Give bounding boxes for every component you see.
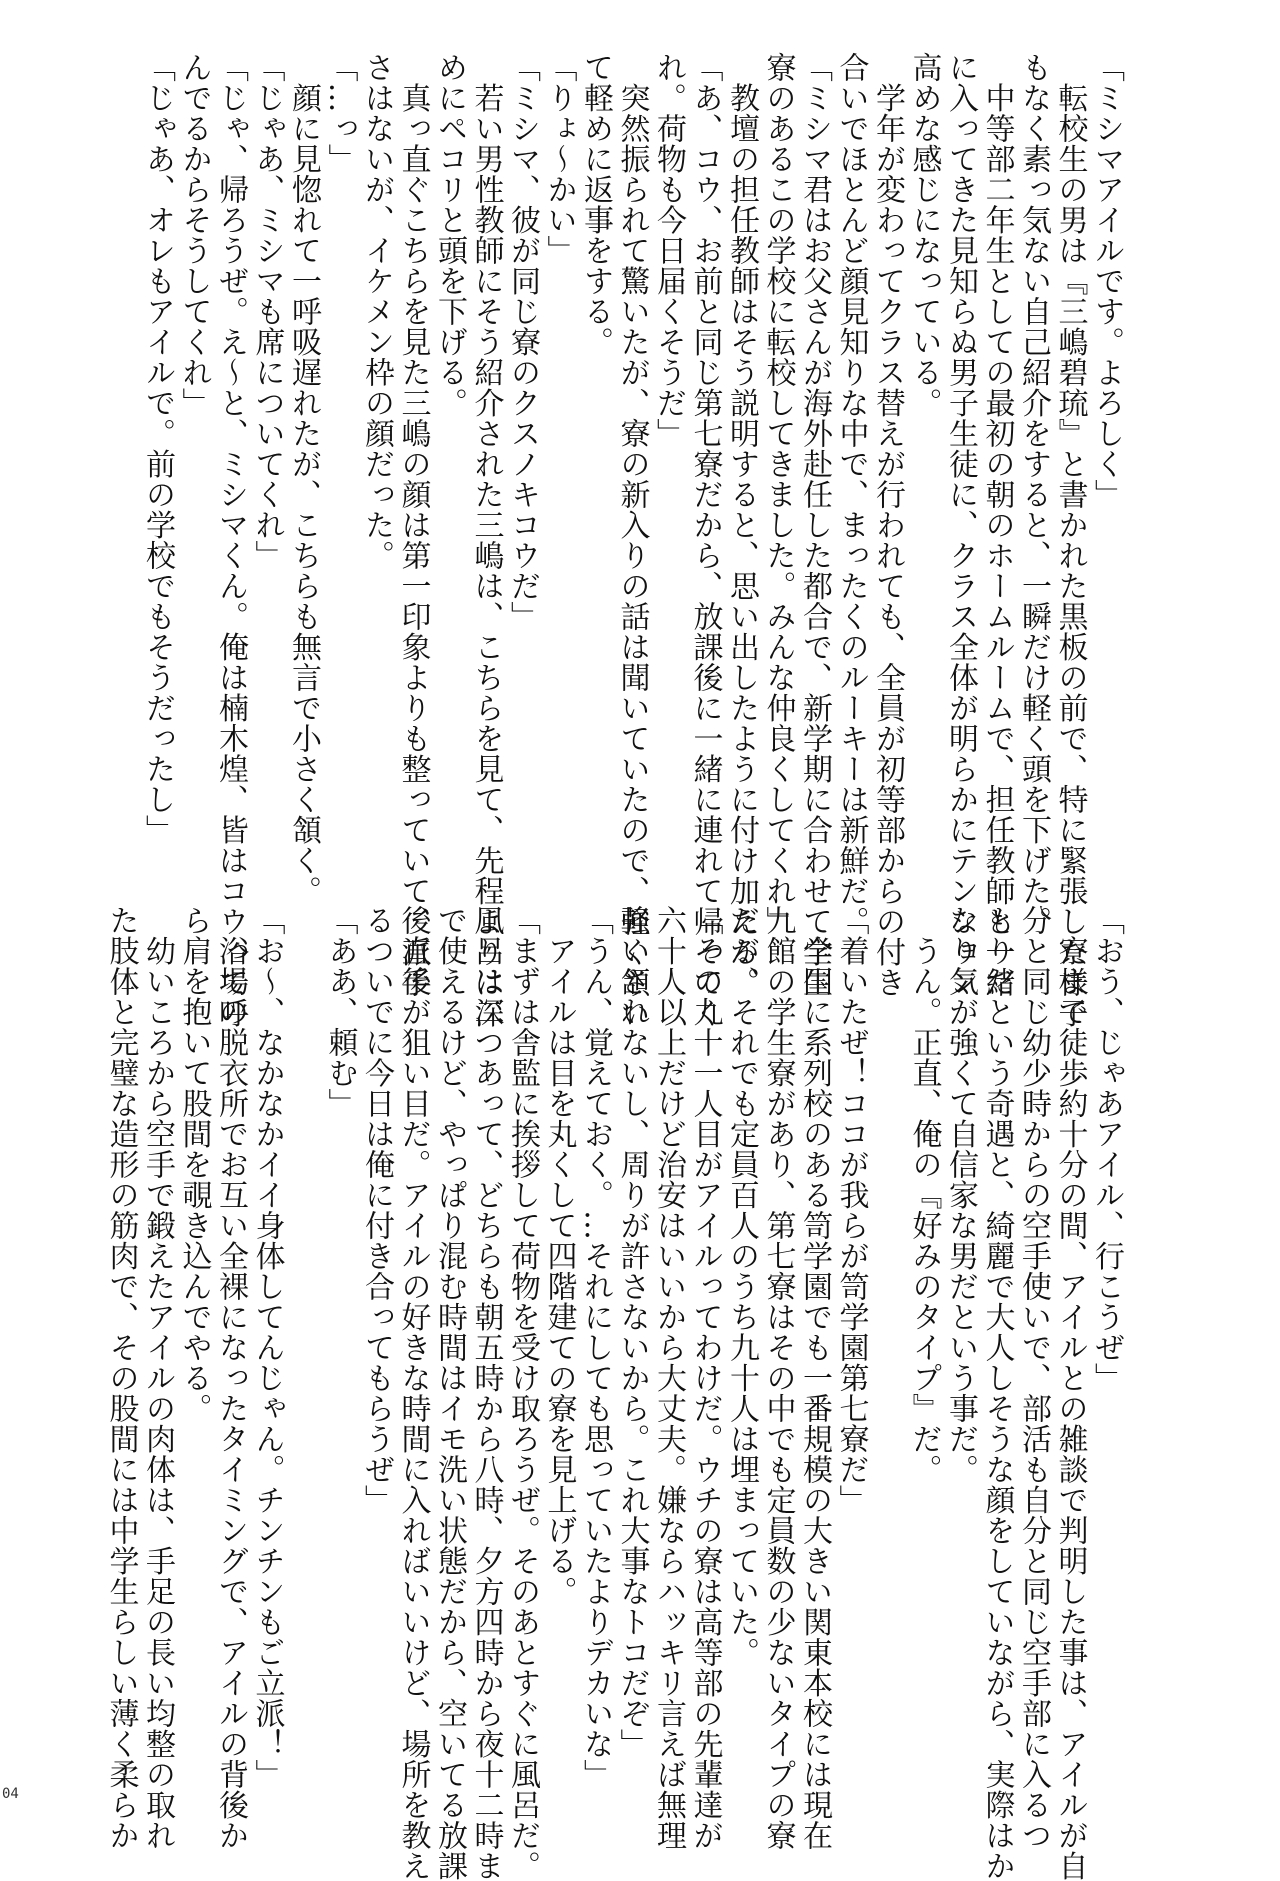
- page-number: 04: [2, 1786, 19, 1802]
- text-block-upper: 「ミシマアイルです。よろしく」 転校生の男は『三嶋碧琉』と書かれた黒板の前で、特に緊張した様子 もなく素っ気ない自己紹介をすると、一瞬だけ軽く頭を下げた。 中等部二年生としての最初の朝のホームルームで、担任教師と一緒 に入ってきた見知らぬ男子生徒に、クラス全体が明らかにテンション 高めな感じになっている。 学年が変わってクラス替えが行われても、全員が初等部からの付き 合いでほとんど顔見知りな中で、まったくのルーキーは新鮮だ。 「ミシマ君はお父さんが海外赴任した都合で、新学期に合わせて学生 寮のあるこの学校に転校してきました。みんな仲良くしてくれ」 教壇の担任教師はそう説明すると、思い出したように付け加える。 「あ、コウ、お前と同じ第七寮だから、放課後に一緒に連れて帰ってく れ。荷物も今日届くそうだ」 突然振られて驚いたが、寮の新入りの話は聞いていたので、軽く頷い て軽めに返事をする。 「りょ〜かい」 「ミシマ、彼が同じ寮のクスノキコウだ」 若い男性教師にそう紹介された三嶋は、こちらを見て、先程よりは深 めにペコリと頭を下げる。 真っ直ぐこちらを見た三嶋の顔は第一印象よりも整っていて、派手 さはないが、イケメン枠の顔だった。 「…っ」 顔に見惚れて一呼吸遅れたが、こちらも無言で小さく頷く。 「じゃあ、ミシマも席についてくれ」 「じゃ、帰ろうぜ。え〜と、ミシマくん。俺は楠木煌、皆はコウって呼 んでるからそうしてくれ」 「じゃあ、オレもアイルで。前の学校でもそうだったし」: [140, 52, 1124, 1028]
- text-block-lower: 「おう、じゃあアイル、行こうぜ」 寮まで徒歩約十分の間、アイルとの雑談で判明した事は、アイルが自 分と同じ幼少時からの空手使いで、部活も自分と同じ空手部に入るつ もりだという奇遇と、綺麗で大人しそうな顔をしていながら、実際はか なり気が強くて自信家な男だという事だ。 うん。正直、俺の『好みのタイプ』だ。 「着いたぜ！ココが我らが笥学園第七寮だ」 全国に系列校のある笥学園でも一番規模の大きい関東本校には現在 九館の学生寮があり、第七寮はその中でも定員数の少ないタイプの寮 だが、それでも定員百人のうち九十人は埋まっていた。 「その九十一人目がアイルってわけだ。ウチの寮は高等部の先輩達が 六十人以上だけど治安はいいから大丈夫。嫌ならハッキリ言えば無理 強いされないし、周りが許さないから。これ大事なトコだぞ」 「うん、覚えておく。…それにしても思っていたよりデカいな」 アイルは目を丸くして四階建ての寮を見上げる。 「まずは舎監に挨拶して荷物を受け取ろうぜ。そのあとすぐに風呂だ。 風呂は二つあって、どちらも朝五時から八時、夕方四時から夜十二時ま で使えるけど、やっぱり混む時間はイモ洗い状態だから、空いてる放課 後直後が狙い目だ。アイルの好きな時間に入ればいいけど、場所を教え るついでに今日は俺に付き合ってもらうぜ」 「ああ、頼む」 「お〜、なかなかイイ身体してんじゃん。チンチンもご立派！」 浴場の脱衣所でお互い全裸になったタイミングで、アイルの背後か ら肩を抱いて股間を覗き込んでやる。 幼いころから空手で鍛えたアイルの肉体は、手足の長い均整の取れ た肢体と完璧な造形の筋肉で、その股間には中学生らしい薄く柔らか: [103, 905, 1124, 1881]
